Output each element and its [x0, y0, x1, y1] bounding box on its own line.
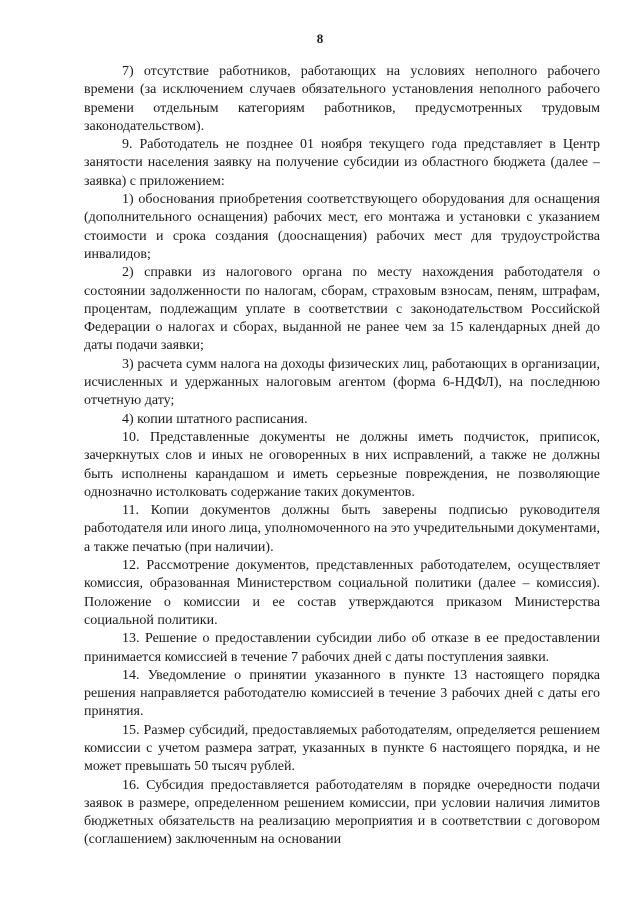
paragraph-attachment-2: 2) справки из налогового органа по месту нахождения работодателя о состоянии задолженности по налогам, сборам, страховым взносам, пеням, штрафам, процентам, подлежащим уплате в соответствии с законодательством Российской Федерации о налогах и сборах, выданной не ранее чем за 15 календарных дней до даты подачи заявки;	[84, 265, 600, 354]
paragraph-attachment-3: 3) расчета сумм налога на доходы физических лиц, работающих в организации, исчисленных и удержанных налоговым агентом (форма 6-НДФЛ), на последнюю отчетную дату;	[84, 356, 600, 409]
page-number: 8	[316, 31, 324, 46]
paragraph-clause-16: 16. Субсидия предоставляется работодателям в порядке очередности подачи заявок в размере, определенном решением комиссии, при условии наличия лимитов бюджетных обязательств на реализацию мероприятия и в соответствии с договором (соглашением) заключенным на основании	[84, 777, 600, 848]
paragraph-attachment-1: 1) обоснования приобретения соответствующего оборудования для оснащения (дополнительного оснащения) рабочих мест, его монтажа и установки с указанием стоимости и срока создания (дооснащения) рабочих мест для трудоустройства инвалидов;	[84, 192, 600, 262]
paragraph-clause-9: 9. Работодатель не позднее 01 ноября текущего года представляет в Центр занятости населения заявку на получение субсидии из областного бюджета (далее – заявка) с приложением:	[84, 137, 600, 189]
paragraph-attachment-4: 4) копии штатного расписания.	[122, 411, 308, 427]
paragraph-clause-15: 15. Размер субсидий, предоставляемых работодателям, определяется решением комиссии с учетом размера затрат, указанных в пункте 6 настоящего порядка, и не может превышать 50 тысяч рублей.	[84, 722, 600, 775]
document-body	[84, 63, 600, 850]
paragraph-clause-12: 12. Рассмотрение документов, представленных работодателем, осуществляет комиссия, образованная Министерством социальной политики (далее – комиссия). Положение о комиссии и ее состав утверждаются приказом Министерства социальной политики.	[84, 558, 600, 628]
paragraph-clause-13: 13. Решение о предоставлении субсидии либо об отказе в ее предоставлении принимается комиссией в течение 7 рабочих дней с даты поступления заявки.	[84, 631, 600, 665]
paragraph-clause-14: 14. Уведомление о принятии указанного в пункте 13 настоящего порядка решения направляется работодателю комиссией в течение 3 рабочих дней с даты его принятия.	[84, 667, 600, 720]
paragraph-clause-11: 11. Копии документов должны быть заверены подписью руководителя работодателя или иного лица, уполномоченного на это учредительными документами, а также печатью (при наличии).	[84, 503, 600, 555]
paragraph-clause-10: 10. Представленные документы не должны иметь подчисток, приписок, зачеркнутых слов и иных не оговоренных в них исправлений, а также не должны быть исполнены карандашом и иметь серьезные повреждения, не позволяющие однозначно истолковать содержание таких документов.	[84, 429, 600, 500]
paragraph-item-7: 7) отсутствие работников, работающих на условиях неполного рабочего времени (за исключением случаев обязательного установления неполного рабочего времени отдельным категориям работников, предусмотренных трудовым законодательством).	[84, 64, 600, 134]
